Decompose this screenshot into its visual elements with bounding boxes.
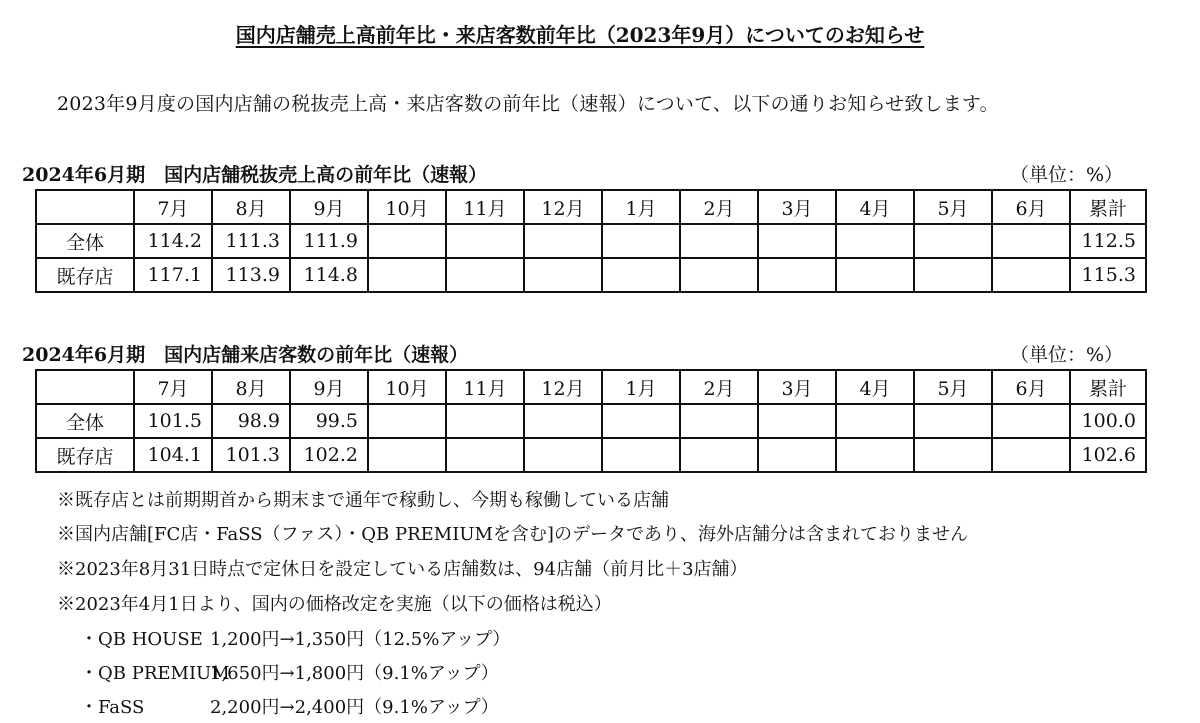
table-cell: 111.9 [290,224,368,258]
sales-heading: 2024年6月期 国内店舗税抜売上高の前年比（速報） [22,164,488,186]
table-cell: 115.3 [1070,258,1146,292]
table-cell [368,258,446,292]
note-scope: ※国内店舗[FC店・FaSS（ファス）・QB PREMIUMを含む]のデータであり、海外店舗分は含まれておりません [57,524,968,545]
column-header: 4月 [836,190,914,224]
table-cell: 114.2 [134,224,212,258]
table-cell [758,438,836,472]
column-header: 10月 [368,190,446,224]
price-value-fass: 2,200円→2,400円（9.1%アップ） [210,697,499,718]
table-cell [992,224,1070,258]
column-header: 9月 [290,190,368,224]
table-cell: 102.6 [1070,438,1146,472]
table-cell [446,258,524,292]
table-cell [368,404,446,438]
column-header: 3月 [758,190,836,224]
table-cell: 100.0 [1070,404,1146,438]
table-cell [680,224,758,258]
note-holiday-stores: ※2023年8月31日時点で定休日を設定している店舗数は、94店舗（前月比＋3店舗） [57,559,748,580]
column-header: 8月 [212,370,290,404]
table-cell [368,224,446,258]
sales-unit-label: （単位：%） [1010,164,1124,186]
column-header: 1月 [602,370,680,404]
customers-header-row [36,370,1146,404]
column-header: 7月 [134,190,212,224]
price-name-fass: ・FaSS [80,697,145,718]
column-header: 11月 [446,190,524,224]
table-cell [524,224,602,258]
price-name-qb-premium: ・QB PREMIUM [80,663,230,684]
table-cell [446,438,524,472]
column-header: 6月 [992,190,1070,224]
table-cell [602,404,680,438]
table-cell [680,404,758,438]
table-cell [524,438,602,472]
table-cell [680,258,758,292]
table-row [36,438,1146,472]
column-header: 12月 [524,190,602,224]
column-header: 2月 [680,190,758,224]
table-row [36,224,1146,258]
note-existing-stores: ※既存店とは前期期首から期末まで通年で稼動し、今期も稼働している店舗 [57,490,669,511]
table-cell: 104.1 [134,438,212,472]
column-header: 12月 [524,370,602,404]
column-header: 5月 [914,190,992,224]
customers-table [35,369,1147,473]
table-cell [914,404,992,438]
row-label: 既存店 [36,258,134,292]
table-cell [836,258,914,292]
table-cell: 117.1 [134,258,212,292]
table-cell: 99.5 [290,404,368,438]
column-header: 4月 [836,370,914,404]
table-cell [446,404,524,438]
table-row [36,258,1146,292]
table-cell [602,224,680,258]
note-price-revision: ※2023年4月1日より、国内の価格改定を実施（以下の価格は税込） [57,594,612,615]
column-header: 2月 [680,370,758,404]
column-header: 6月 [992,370,1070,404]
column-header: 3月 [758,370,836,404]
header-corner-cell [36,190,134,224]
sales-header-row [36,190,1146,224]
table-cell [992,438,1070,472]
table-cell [680,438,758,472]
table-cell [914,224,992,258]
table-cell [446,224,524,258]
page-title: 国内店舗売上高前年比・来店客数前年比（2023年9月）についてのお知らせ [235,23,925,47]
price-value-qb-house: 1,200円→1,350円（12.5%アップ） [210,629,511,650]
table-cell [602,438,680,472]
table-cell: 98.9 [212,404,290,438]
table-cell: 102.2 [290,438,368,472]
column-header: 1月 [602,190,680,224]
table-row [36,404,1146,438]
table-cell: 111.3 [212,224,290,258]
table-cell: 113.9 [212,258,290,292]
customers-heading: 2024年6月期 国内店舗来店客数の前年比（速報） [22,344,469,366]
row-label: 全体 [36,404,134,438]
table-cell [368,438,446,472]
column-header: 累計 [1070,370,1146,404]
column-header: 5月 [914,370,992,404]
column-header: 10月 [368,370,446,404]
table-cell [992,404,1070,438]
table-cell: 101.3 [212,438,290,472]
sales-table [35,189,1147,293]
table-cell [836,404,914,438]
table-cell [602,258,680,292]
table-cell [758,224,836,258]
column-header: 7月 [134,370,212,404]
table-cell: 101.5 [134,404,212,438]
table-cell [836,438,914,472]
column-header: 8月 [212,190,290,224]
price-value-qb-premium: 1,650円→1,800円（9.1%アップ） [210,663,499,684]
header-corner-cell [36,370,134,404]
table-cell: 114.8 [290,258,368,292]
column-header: 9月 [290,370,368,404]
table-cell [758,404,836,438]
row-label: 全体 [36,224,134,258]
column-header: 累計 [1070,190,1146,224]
price-name-qb-house: ・QB HOUSE [80,629,203,650]
table-cell [992,258,1070,292]
table-cell [836,224,914,258]
customers-unit-label: （単位：%） [1010,344,1124,366]
table-cell [914,438,992,472]
column-header: 11月 [446,370,524,404]
table-cell [524,258,602,292]
table-cell [524,404,602,438]
table-cell: 112.5 [1070,224,1146,258]
intro-text: 2023年9月度の国内店舗の税抜売上高・来店客数の前年比（速報）について、以下の通りお知らせ致します。 [57,93,999,115]
table-cell [914,258,992,292]
row-label: 既存店 [36,438,134,472]
table-cell [758,258,836,292]
